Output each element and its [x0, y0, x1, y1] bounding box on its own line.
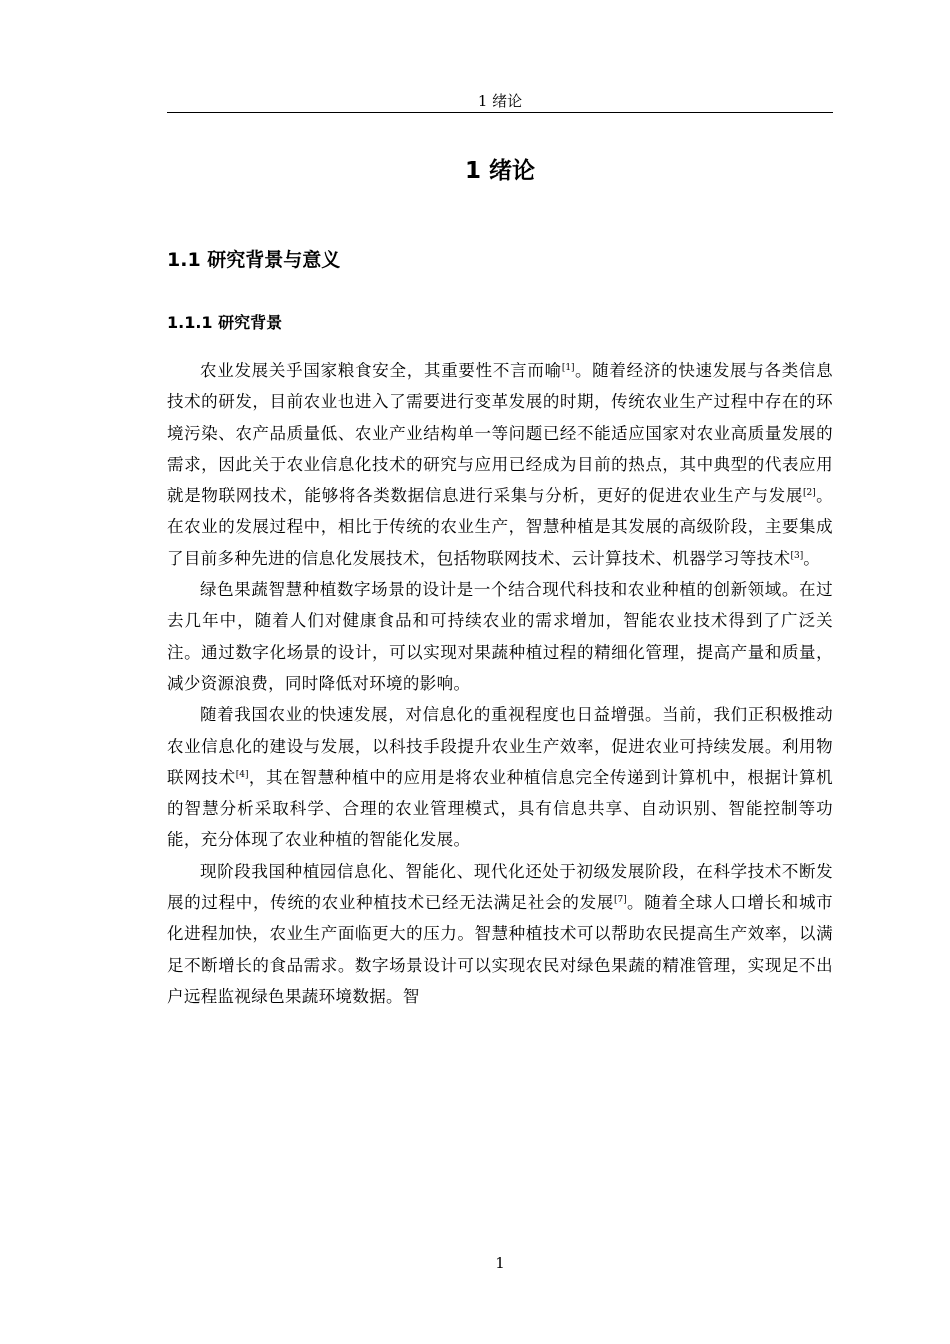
citation-ref: [2]: [803, 488, 816, 499]
body-text: [167, 355, 833, 1012]
subsection-title: 1.1.1 研究背景: [167, 313, 283, 332]
text-run: 。随着全球人口增长和城市化进程加快，农业生产面临更大的压力。智慧种植技术可以帮助农民提高生产效率，以满足不断增长的食品需求。数字场景设计可以实现农民对绿色果蔬的精准管理，实现足不出户远程监视绿色果蔬环境数据。智: [167, 893, 833, 1006]
paragraph: [167, 574, 833, 699]
section-title: 1.1 研究背景与意义: [167, 249, 341, 271]
citation-ref: [3]: [790, 550, 804, 561]
paragraph: [167, 856, 833, 1012]
text-run: ，其在智慧种植中的应用是将农业种植信息完全传递到计算机中，根据计算机的智慧分析采取科学、合理的农业管理模式，具有信息共享、自动识别、智能控制等功能，充分体现了农业种植的智能化发展。: [167, 767, 833, 850]
text-run: 随着我国农业的快速发展，对信息化的重视程度也日益增强。当前，我们正积极推动农业信息化的建设与发展，以科技手段提升农业生产效率，促进农业可持续发展。利用物联网技术: [167, 705, 833, 787]
paragraph: [167, 355, 833, 574]
text-run: 。在农业的发展过程中，相比于传统的农业生产，智慧种植是其发展的高级阶段，主要集成了目前多种先进的信息化发展技术，包括物联网技术、云计算技术、机器学习等技术: [167, 486, 833, 568]
chapter-title: 1 绪论: [464, 158, 535, 184]
text-run: 农业发展关乎国家粮食安全，其重要性不言而喻: [200, 361, 562, 380]
citation-ref: [7]: [613, 895, 627, 906]
text-run: 。: [803, 548, 821, 568]
citation-ref: [4]: [235, 769, 249, 780]
paragraph: [167, 699, 833, 855]
text-run: 现阶段我国种植园信息化、智能化、现代化还处于初级发展阶段，在科学技术不断发展的过程中，传统的农业种植技术已经无法满足社会的发展: [167, 861, 833, 913]
text-run: 。随着经济的快速发展与各类信息技术的研发，目前农业也进入了需要进行变革发展的时期，传统农业生产过程中存在的环境污染、农产品质量低、农业产业结构单一等问题已经不能适应国家对农业高质量发展的需求，因此关于农业信息化技术的研究与应用已经成为目前的热点，其中典型的代表应用就是物联网技术，能够将各类数据信息进行采集与分析，更好的促进农业生产与发展: [167, 361, 833, 506]
running-header: 1 绪论: [477, 92, 523, 110]
header-rule: [167, 112, 833, 113]
text-run: 绿色果蔬智慧种植数字场景的设计是一个结合现代科技和农业种植的创新领域。在过去几年中，随着人们对健康食品和可持续农业的需求增加，智能农业技术得到了广泛关注。通过数字化场景的设计，可以实现对果蔬种植过程的精细化管理，提高产量和质量，减少资源浪费，同时降低对环境的影响。: [167, 580, 833, 693]
citation-ref: [1]: [561, 363, 575, 373]
page-number: 1: [495, 1254, 505, 1272]
